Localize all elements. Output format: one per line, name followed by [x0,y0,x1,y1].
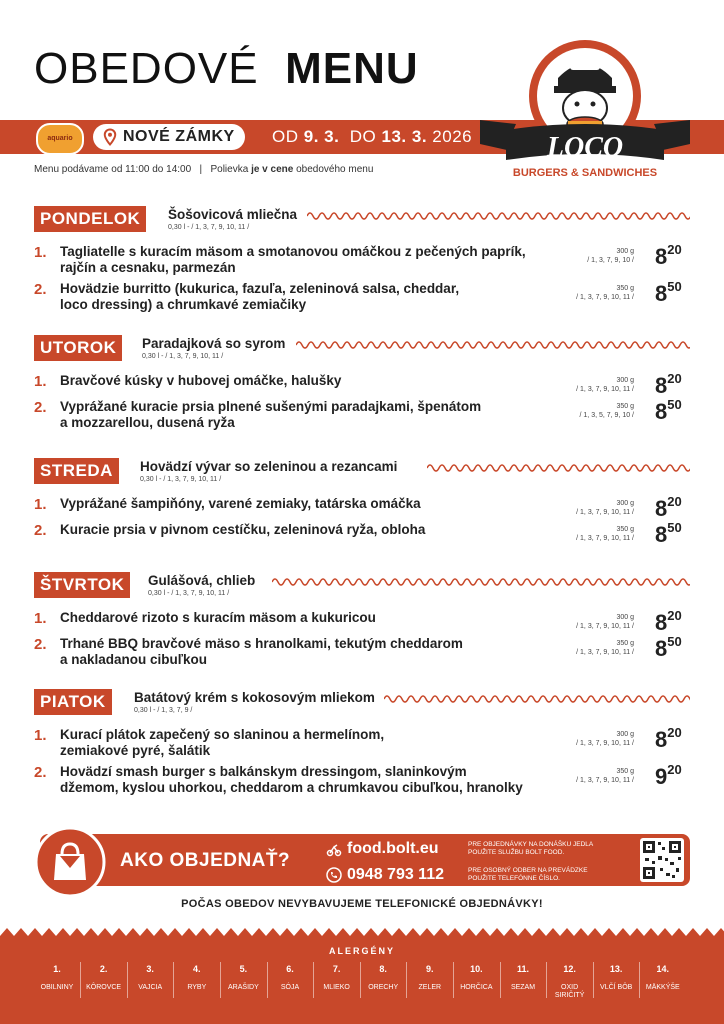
soup-allergens: 0,30 l - / 1, 3, 7, 9, 10, 11 / [168,224,250,231]
dish-meta [580,402,634,420]
dish-line-2: loco dressing) a chrumkavé zemiačiky [60,297,307,312]
allergen-number: 7. [332,964,341,974]
page-title [34,44,419,94]
price-main: 8 [655,244,668,269]
allergen-separator [593,962,594,998]
dish-price [655,610,682,636]
soup-name: Hovädzí vývar so zeleninou a rezancami [140,459,398,474]
allergen-item [453,962,499,992]
dish-number: 2. [34,281,47,298]
allergen-separator [267,962,268,998]
soup-name: Paradajková so syrom [142,336,286,351]
soup-info-b: je v cene [251,164,294,175]
allergen-separator [80,962,81,998]
dish-number: 1. [34,727,47,744]
allergen-separator [127,962,128,998]
day-label: STREDA [34,458,119,484]
order-web-note-2: POUŽITE SLUŽBU BOLT FOOD. [468,849,565,856]
dish-name [60,522,580,538]
allergen-item [127,962,173,992]
dish-allergens: / 1, 3, 7, 9, 10, 11 / [576,294,634,301]
allergen-name [640,984,686,992]
dish-line-1: Kurací plátok zapečený so slaninou a hermelínom, [60,727,385,742]
allergen-number: 13. [609,964,623,974]
dish-allergens: / 1, 3, 7, 9, 10, 11 / [576,777,634,784]
dish-weight: 350 g [616,526,634,533]
dish-number: 2. [34,399,47,416]
allergen-item [407,962,453,992]
dish-line-2: rajčín a cesnaku, parmezán [60,260,236,275]
soup-name: Batátový krém s kokosovým mliekom [134,690,375,705]
allergen-number: 2. [99,964,108,974]
dish-number: 2. [34,636,47,653]
allergen-name [360,984,406,992]
dish-meta [576,613,634,631]
allergen-separator [639,962,640,998]
date-from-prefix: OD [272,127,299,146]
dish-price [655,636,682,662]
allergen-item [593,962,639,992]
wave-divider [307,209,690,223]
allergen-item [267,962,313,992]
order-web-note-1: PRE OBJEDNÁVKY NA DONÁŠKU JEDLA [468,841,594,848]
dish-allergens: / 1, 3, 7, 9, 10 / [587,257,634,264]
price-cents: 20 [667,608,682,623]
dish-price [655,727,682,753]
dish-line-1: Vyprážané kuracie prsia plnené sušenými paradajkami, špenátom [60,399,482,414]
allergen-item [314,962,360,992]
allergen-number: 14. [656,964,670,974]
phone-order-warning: POČAS OBEDOV NEVYBAVUJEME TELEFONICKÉ OBJEDNÁVKY! [181,898,543,910]
allergen-name [174,984,220,992]
order-web-note [468,841,593,857]
dish-meta [576,376,634,394]
order-web-text[interactable]: food.bolt.eu [347,840,439,857]
allergen-item [360,962,406,992]
allergen-name [267,984,313,992]
dish-meta [576,730,634,748]
price-cents: 50 [667,520,682,535]
wave-divider [272,575,690,589]
dish-number: 2. [34,522,47,539]
phone-icon [326,867,342,883]
dish-weight: 350 g [616,285,634,292]
allergen-name [547,984,593,1000]
price-cents: 50 [667,279,682,294]
order-phone-note [468,867,588,883]
partner-logo: aquario [36,123,84,155]
dish-weight: 300 g [616,377,634,384]
allergen-name [220,984,266,992]
price-main: 8 [655,373,668,398]
title-bold: MENU [285,44,419,93]
brand-name: LOCO [546,132,624,163]
allergen-number: 3. [146,964,154,974]
price-main: 8 [655,399,668,424]
allergen-number: 11. [516,964,529,974]
allergen-name-line-1: ORECHY [368,984,399,991]
location-name: NOVÉ ZÁMKY [123,128,235,145]
allergen-name [127,984,173,992]
soup-info-a: Polievka [210,164,249,175]
soup-name: Šošovicová mliečna [168,207,298,222]
price-cents: 50 [667,634,682,649]
dish-line-1: Kuracie prsia v pivnom cestíčku, zeleninová ryža, obloha [60,522,426,537]
price-main: 8 [655,281,668,306]
date-to: 13. 3. [381,127,428,146]
loco-logo [480,38,690,188]
allergen-name [407,984,453,992]
dish-line-1: Hovädzí smash burger s balkánskym dressingom, slaninkovým [60,764,467,779]
price-cents: 20 [667,762,682,777]
price-cents: 20 [667,494,682,509]
dish-weight: 350 g [616,403,634,410]
dish-line-2: a nakladanou cibuľkou [60,652,207,667]
allergen-item [174,962,220,992]
allergen-name [593,984,639,992]
dish-number: 2. [34,764,47,781]
dish-price [655,522,682,548]
order-title: AKO OBJEDNAŤ? [120,850,291,871]
dish-price [655,496,682,522]
allergen-number: 4. [193,964,201,974]
day-label: ŠTVRTOK [34,572,130,598]
order-web[interactable] [326,840,439,858]
price-main: 8 [655,636,668,661]
allergen-name-line-1: RYBY [187,984,207,991]
allergen-name-line-1: ARAŠIDY [228,984,259,991]
allergen-item [34,962,80,992]
allergen-number: 9. [426,964,434,974]
allergens-title: ALERGÉNY [328,946,395,956]
dish-weight: 300 g [616,248,634,255]
soup-allergens: 0,30 l - / 1, 3, 7, 9, 10, 11 / [140,476,222,483]
price-cents: 20 [667,725,682,740]
dish-meta [576,639,634,657]
dish-price [655,373,682,399]
allergen-name-line-1: SEZAM [510,984,536,991]
order-phone-note-2: POUŽITE TELEFÓNNE ČÍSLO. [468,875,560,882]
dish-name [60,496,580,512]
dish-meta [576,284,634,302]
dish-name [60,281,580,313]
allergen-separator [500,962,501,998]
dish-allergens: / 1, 3, 5, 7, 9, 10 / [579,412,634,419]
allergen-separator [220,962,221,998]
allergen-item [547,962,593,1000]
allergen-name [34,984,80,992]
allergen-item [81,962,127,992]
date-to-prefix: DO [349,127,377,146]
order-phone[interactable] [326,866,444,884]
allergen-separator [173,962,174,998]
dish-price [655,244,682,270]
dish-meta [576,525,634,543]
allergen-name-line-1: SÓJA [280,984,300,991]
allergen-name-line-1: OXID [561,984,579,991]
allergen-name [453,984,499,992]
allergen-name-line-1: MLIEKO [323,984,350,991]
date-year: 2026 [432,127,473,146]
wave-divider [384,692,690,706]
dish-number: 1. [34,610,47,627]
price-main: 9 [655,764,668,789]
dish-name [60,610,580,626]
allergen-number: 10. [470,964,483,974]
price-main: 8 [655,727,668,752]
wave-divider [427,461,690,475]
allergen-separator [453,962,454,998]
allergen-name-line-1: KÔROVCE [86,984,122,991]
dish-line-1: Bravčové kúsky v hubovej omáčke, halušky [60,373,342,388]
dish-line-1: Cheddarové rizoto s kuracím mäsom a kukuricou [60,610,376,625]
dish-price [655,399,682,425]
dish-allergens: / 1, 3, 7, 9, 10, 11 / [576,649,634,656]
price-cents: 50 [667,397,682,412]
title-thin: OBEDOVÉ [34,44,259,93]
allergen-name-line-1: HORČICA [460,984,493,991]
dish-line-2: džemom, kyslou uhorkou, cheddarom a chrumkavou cibuľkou, hranolky [60,780,523,795]
dish-name [60,399,580,431]
order-phone-text[interactable]: 0948 793 112 [347,866,444,883]
allergen-item [640,962,686,992]
dish-weight: 300 g [616,614,634,621]
price-cents: 20 [667,242,682,257]
price-cents: 20 [667,371,682,386]
dish-name [60,636,580,668]
soup-allergens: 0,30 l - / 1, 3, 7, 9, 10, 11 / [142,353,224,360]
order-phone-note-1: PRE OSOBNÝ ODBER NA PREVÁDZKE [468,867,588,874]
dish-line-1: Trhané BBQ bravčové mäso s hranolkami, tekutým cheddarom [60,636,463,651]
dish-weight: 350 g [616,640,634,647]
dish-name [60,373,580,389]
allergen-name-line-1: ZELER [418,984,442,991]
soup-name: Gulášová, chlieb [148,573,256,588]
dish-allergens: / 1, 3, 7, 9, 10, 11 / [576,535,634,542]
allergen-name-line-2: SIRIČITÝ [554,992,585,999]
allergen-name [500,984,546,992]
location-pin-icon [101,128,119,146]
date-from: 9. 3. [303,127,340,146]
dish-price [655,281,682,307]
price-main: 8 [655,496,668,521]
dish-number: 1. [34,244,47,261]
dish-weight: 300 g [616,500,634,507]
wave-divider [296,338,690,352]
allergen-name [81,984,127,992]
day-label: UTOROK [34,335,122,361]
allergen-name-line-1: MÄKKÝŠE [645,984,680,991]
dish-allergens: / 1, 3, 7, 9, 10, 11 / [576,623,634,630]
serving-info [34,164,373,175]
dish-line-1: Vyprážané šampiňóny, varené zemiaky, tatárska omáčka [60,496,421,511]
dish-weight: 300 g [616,731,634,738]
allergen-number: 6. [286,964,294,974]
qr-code-icon[interactable] [640,838,684,882]
allergen-separator [546,962,547,998]
allergen-name [314,984,360,992]
soup-info-c: obedového menu [296,164,374,175]
dish-name [60,764,580,796]
allergen-number: 5. [239,964,248,974]
dish-number: 1. [34,373,47,390]
dish-line-2: a mozzarellou, dusená ryža [60,415,235,430]
allergen-item [500,962,546,992]
dish-price [655,764,682,790]
dish-line-2: zemiakové pyré, šalátik [60,743,211,758]
location-badge [93,124,245,150]
day-label: PONDELOK [34,206,146,232]
allergen-separator [406,962,407,998]
dish-name [60,244,580,276]
price-main: 8 [655,522,668,547]
dish-allergens: / 1, 3, 7, 9, 10, 11 / [576,740,634,747]
dish-allergens: / 1, 3, 7, 9, 10, 11 / [576,509,634,516]
soup-allergens: 0,30 l - / 1, 3, 7, 9, 10, 11 / [148,590,230,597]
dish-weight: 350 g [616,768,634,775]
allergen-name-line-1: OBILNINY [40,984,74,991]
dish-meta [576,499,634,517]
dish-meta [587,247,634,265]
allergen-separator [360,962,361,998]
allergen-number: 8. [379,964,387,974]
dish-name [60,727,580,759]
soup-allergens: 0,30 l - / 1, 3, 7, 9 / [134,707,193,714]
dish-line-1: Tagliatelle s kuracím mäsom a smotanovou omáčkou z pečených paprík, [60,244,526,259]
allergen-name-line-1: VLČÍ BÔB [600,984,633,991]
dish-number: 1. [34,496,47,513]
brand-tagline: BURGERS & SANDWICHES [512,167,658,179]
allergen-number: 12. [563,964,576,974]
takeaway-bag-icon [34,826,106,898]
price-main: 8 [655,610,668,635]
day-label: PIATOK [34,689,112,715]
allergen-number: 1. [53,964,61,974]
dish-line-1: Hovädzie burritto (kukurica, fazuľa, zeleninová salsa, cheddar, [60,281,460,296]
info-separator: | [199,164,203,175]
allergen-separator [313,962,314,998]
dish-allergens: / 1, 3, 7, 9, 10, 11 / [576,386,634,393]
date-range [272,127,472,147]
dish-meta [576,767,634,785]
serving-hours: Menu podávame od 11:00 do 14:00 [34,164,192,175]
allergen-name-line-1: VAJCIA [138,984,163,991]
allergen-item [220,962,266,992]
scooter-icon [326,841,342,857]
